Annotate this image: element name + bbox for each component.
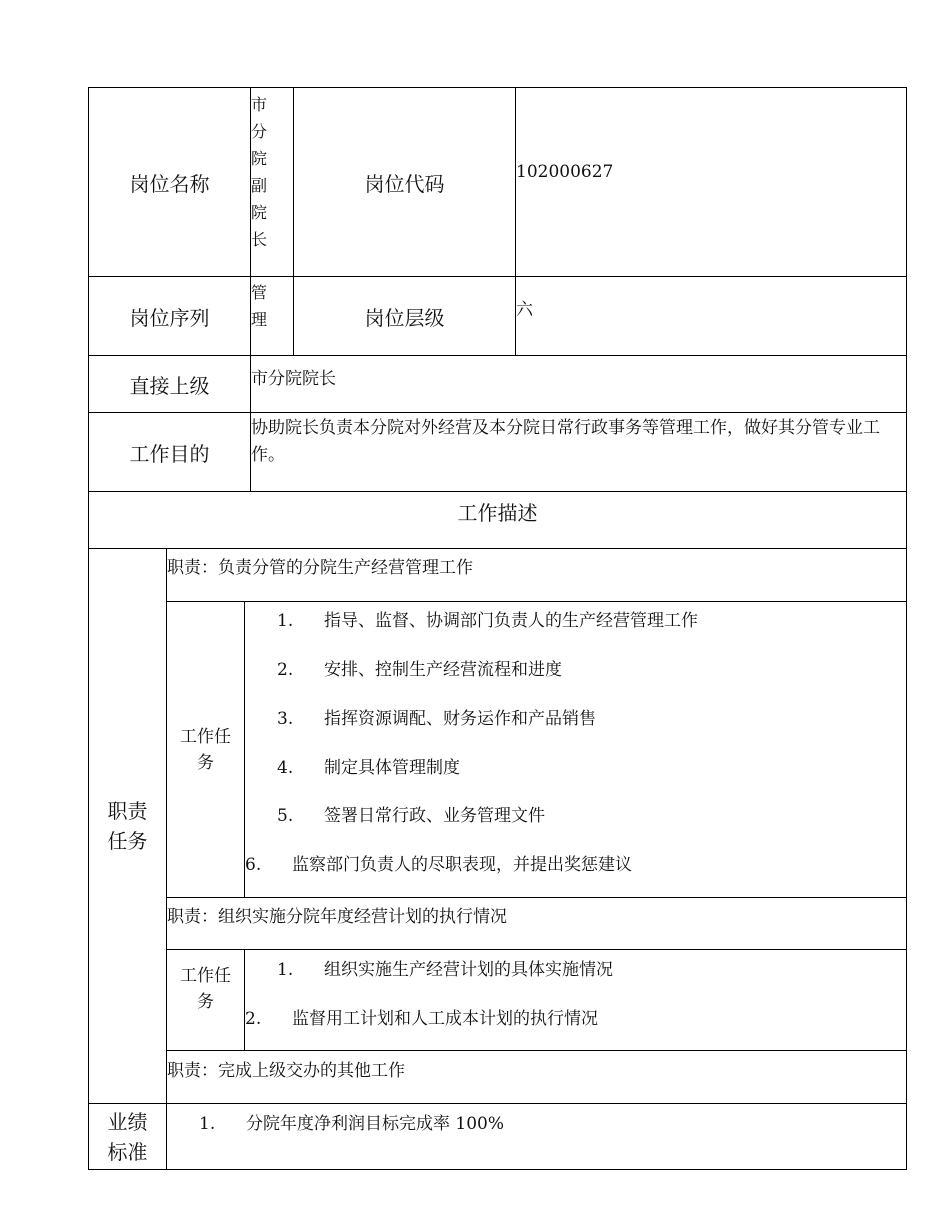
label-series: 岗位序列	[129, 305, 210, 330]
duty-1-task	[277, 606, 698, 631]
label-performance-text: 业绩标准	[107, 1109, 148, 1164]
table-border-bottom	[88, 1169, 907, 1170]
label-performance	[89, 1104, 166, 1169]
duty-3-title: 职责：完成上级交办的其他工作	[167, 1061, 405, 1081]
duty-1-task	[245, 850, 632, 875]
task-number: 1.	[277, 960, 294, 980]
purpose-value: 协助院长负责本分院对外经营及本分院日常行政事务等管理工作，做好其分管专业工作。	[251, 418, 880, 465]
duty-1-task	[277, 753, 460, 778]
task-number: 6.	[245, 855, 262, 875]
row-divider	[88, 548, 907, 549]
task-text: 组织实施生产经营计划的具体实施情况	[324, 960, 613, 980]
duty-2-task-label-text: 工作任务	[180, 966, 231, 1012]
performance-number: 1.	[199, 1114, 216, 1134]
label-position-name: 岗位名称	[129, 171, 210, 196]
duty-1-task-label	[167, 602, 244, 897]
task-number: 3.	[277, 709, 294, 729]
row-divider	[166, 601, 907, 602]
task-text: 签署日常行政、业务管理文件	[324, 806, 545, 826]
label-superior: 直接上级	[129, 373, 210, 398]
task-number: 4.	[277, 758, 294, 778]
task-text: 监督用工计划和人工成本计划的执行情况	[292, 1009, 598, 1029]
row-divider	[166, 1050, 907, 1051]
task-text: 安排、控制生产经营流程和进度	[324, 660, 562, 680]
superior-value: 市分院院长	[251, 369, 336, 389]
task-text: 制定具体管理制度	[324, 758, 460, 778]
task-text: 指挥资源调配、财务运作和产品销售	[324, 709, 596, 729]
task-number: 2.	[245, 1009, 262, 1029]
label-level: 岗位层级	[364, 305, 445, 330]
duty-2-title: 职责：组织实施分院年度经营计划的执行情况	[167, 907, 507, 927]
duty-1-task	[277, 704, 596, 729]
table-border-right	[906, 87, 907, 1170]
row-divider	[166, 949, 907, 950]
task-number: 1.	[277, 611, 294, 631]
position-name-text: 市分院副院长	[251, 95, 268, 249]
duty-1-task-label-text: 工作任务	[180, 726, 231, 773]
position-code-value: 102000627	[516, 162, 614, 182]
task-text: 监察部门负责人的尽职表现，并提出奖惩建议	[292, 855, 632, 875]
position-name-value	[251, 91, 293, 276]
duty-2-task-label	[167, 950, 244, 1050]
row-divider	[166, 897, 907, 898]
col-divider	[244, 949, 245, 1051]
task-number: 2.	[277, 660, 294, 680]
label-duties	[89, 549, 166, 1103]
duty-1-task	[277, 801, 545, 826]
level-value: 六	[516, 300, 533, 320]
duty-2-task	[277, 955, 613, 980]
duty-1-task	[277, 655, 562, 680]
duty-2-task	[245, 1004, 598, 1029]
label-position-code: 岗位代码	[364, 171, 445, 196]
series-text: 管理	[251, 283, 268, 329]
label-purpose: 工作目的	[129, 441, 210, 466]
task-number: 5.	[277, 806, 294, 826]
performance-text: 分院年度净利润目标完成率 100%	[246, 1114, 505, 1134]
series-value	[251, 279, 293, 355]
task-text: 指导、监督、协调部门负责人的生产经营管理工作	[324, 611, 698, 631]
duty-1-title: 职责：负责分管的分院生产经营管理工作	[167, 558, 473, 578]
section-title-work-description: 工作描述	[457, 500, 538, 525]
label-duties-text: 职责任务	[107, 799, 148, 853]
performance-item	[199, 1109, 504, 1134]
row-divider	[88, 1103, 907, 1104]
